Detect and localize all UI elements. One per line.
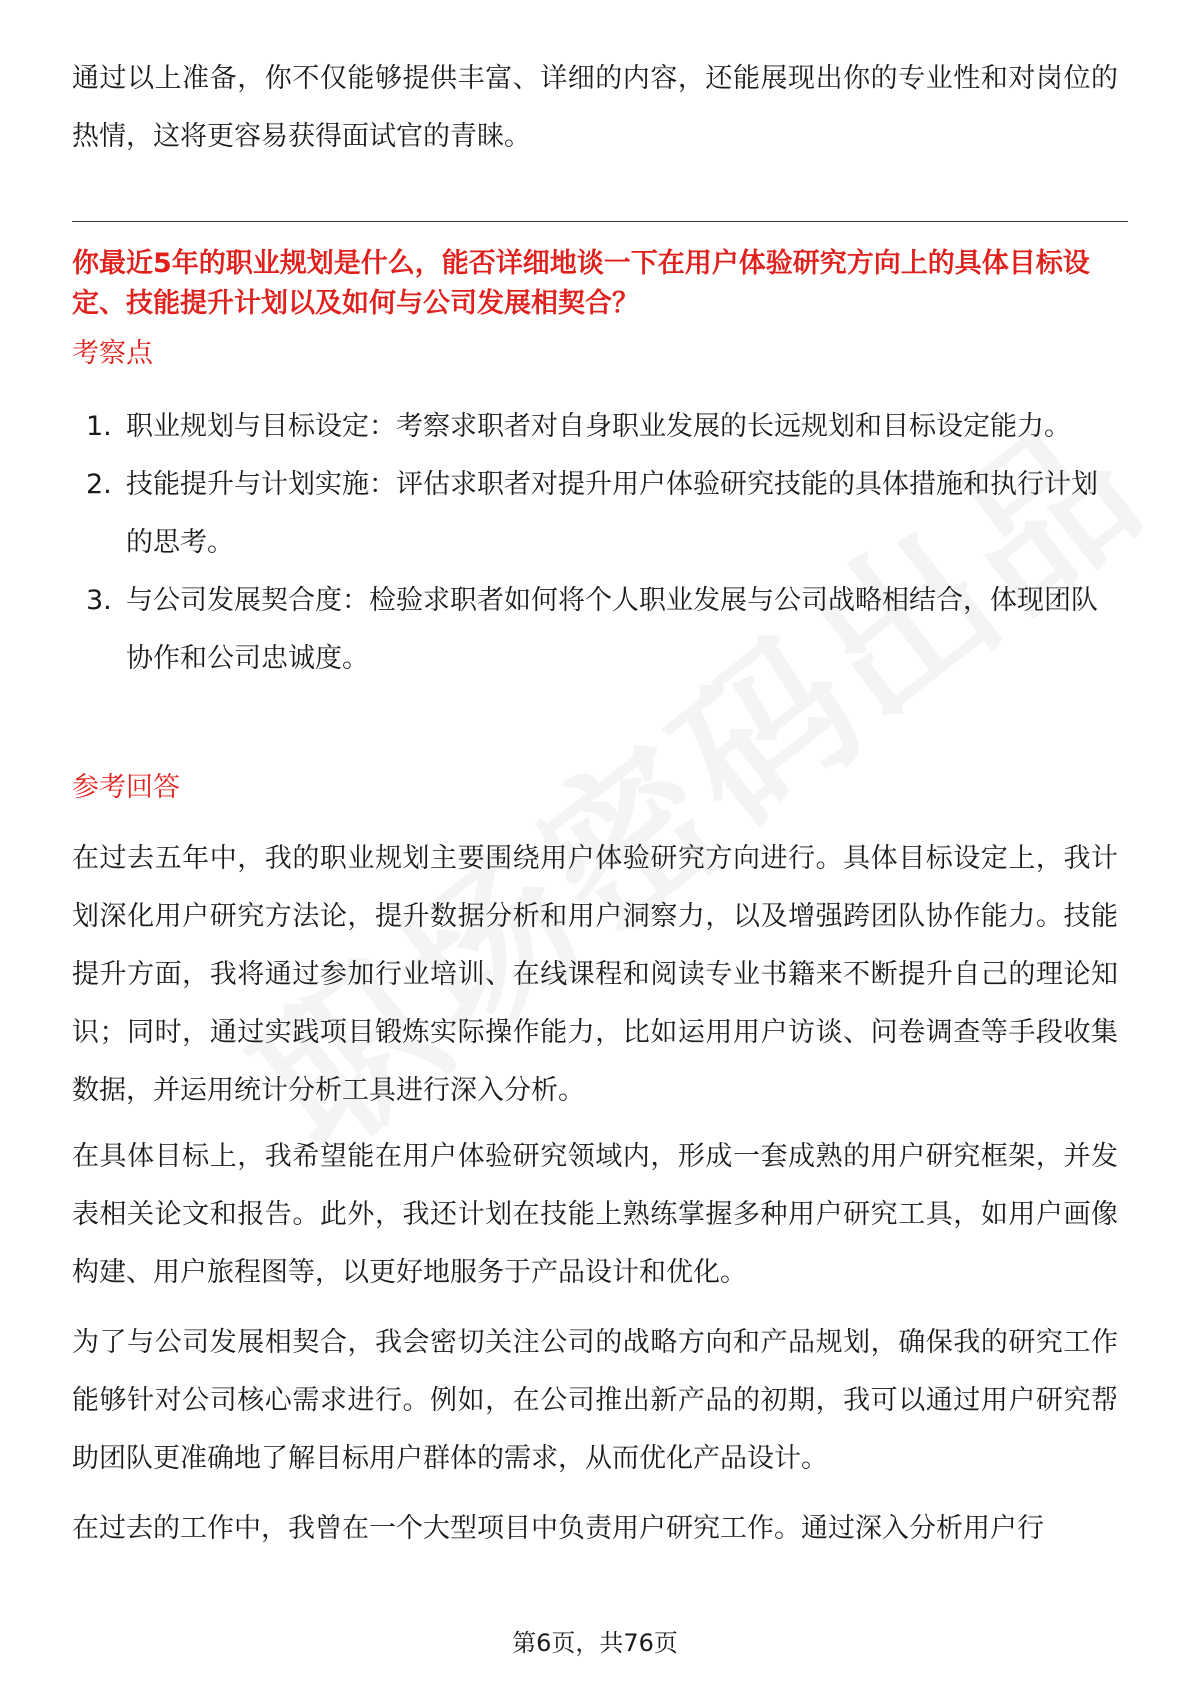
list-item	[72, 456, 1118, 572]
answer-paragraph: 在具体目标上，我希望能在用户体验研究领域内，形成一套成熟的用户研究框架，并发表相关论文和报告。此外，我还计划在技能上熟练掌握多种用户研究工具，如用户画像构建、用户旅程图等，以更好地服务于产品设计和优化。	[72, 1141, 1118, 1288]
list-item-number: 1.	[86, 411, 112, 442]
intro-paragraph: 通过以上准备，你不仅能够提供丰富、详细的内容，还能展现出你的专业性和对岗位的热情，这将更容易获得面试官的青睐。	[72, 63, 1118, 152]
list-item-text: 职业规划与目标设定：考察求职者对自身职业发展的长远规划和目标设定能力。	[126, 411, 1071, 442]
list-item	[72, 398, 1118, 456]
list-item-number: 3.	[86, 585, 112, 616]
section-divider	[72, 221, 1128, 222]
answer-paragraph: 在过去五年中，我的职业规划主要围绕用户体验研究方向进行。具体目标设定上，我计划深化用户研究方法论，提升数据分析和用户洞察力，以及增强跨团队协作能力。技能提升方面，我将通过参加行业培训、在线课程和阅读专业书籍来不断提升自己的理论知识；同时，通过实践项目锻炼实际操作能力，比如运用用户访谈、问卷调查等手段收集数据，并运用统计分析工具进行深入分析。	[72, 843, 1118, 1106]
answer-paragraph: 为了与公司发展相契合，我会密切关注公司的战略方向和产品规划，确保我的研究工作能够针对公司核心需求进行。例如，在公司推出新产品的初期，我可以通过用户研究帮助团队更准确地了解目标用户群体的需求，从而优化产品设计。	[72, 1327, 1118, 1474]
answer-paragraph: 在过去的工作中，我曾在一个大型项目中负责用户研究工作。通过深入分析用户行	[72, 1513, 1044, 1544]
page-number-footer: 第6页，共76页	[512, 1629, 678, 1657]
list-item	[72, 572, 1118, 688]
key-points-list	[72, 398, 1118, 688]
answer-heading: 参考回答	[72, 772, 180, 803]
key-points-heading: 考察点	[72, 338, 153, 369]
list-item-text: 技能提升与计划实施：评估求职者对提升用户体验研究技能的具体措施和执行计划的思考。	[126, 469, 1098, 558]
list-item-number: 2.	[86, 469, 112, 500]
interview-question: 你最近5年的职业规划是什么，能否详细地谈一下在用户体验研究方向上的具体目标设定、技能提升计划以及如何与公司发展相契合？	[72, 248, 1090, 319]
list-item-text: 与公司发展契合度：检验求职者如何将个人职业发展与公司战略相结合，体现团队协作和公司忠诚度。	[126, 585, 1098, 674]
